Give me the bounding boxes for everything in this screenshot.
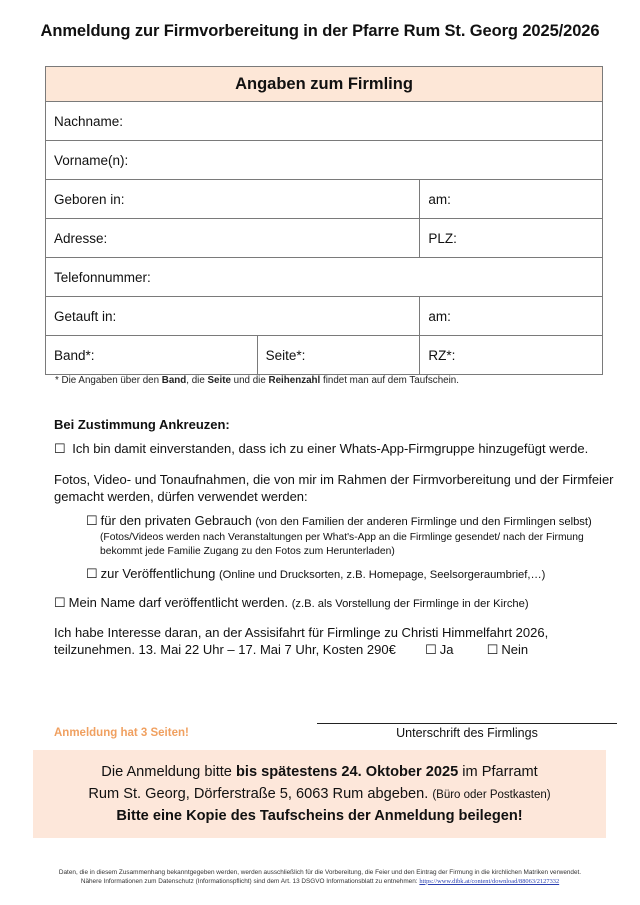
footnote-reihenzahl: Reihenzahl [268,375,321,386]
row-nachname [46,101,602,140]
row-taufschein [46,335,602,374]
assisi-no-label: Nein [501,642,529,657]
banner-line2 [33,784,606,807]
row-getauft [46,296,602,335]
assisi-yes-checkbox[interactable]: ☐ [425,642,437,657]
footnote-text: * Die Angaben über den [55,375,162,386]
consent-private-use [86,512,616,558]
media-intro: Fotos, Video- und Tonaufnahmen, die von mir im Rahmen der Firmvorbereitung und der Firmfeier gemacht werden, dürfen verwendet werden: [54,472,614,504]
footnote-band: Band [161,375,187,386]
banner-line3 [33,806,606,828]
field-seite[interactable]: Seite*: [257,336,420,374]
field-telefonnummer[interactable]: Telefonnummer: [54,269,151,285]
field-band[interactable]: Band*: [54,347,95,363]
field-nachname[interactable]: Nachname: [54,113,124,129]
publication-checkbox[interactable]: ☐ [86,566,98,581]
whatsapp-label: Ich bin damit einverstanden, dass ich zu einer Whats-App-Firmgruppe hinzugefügt werde. [72,441,589,456]
field-adresse[interactable]: Adresse: [54,230,108,246]
row-telefon [46,257,602,296]
consent-name-publish [54,594,529,613]
field-getauft-am[interactable]: am: [419,297,602,335]
consent-publication [86,565,545,584]
assisi-no-checkbox[interactable]: ☐ [486,642,499,657]
name-publish-checkbox[interactable]: ☐ [54,595,66,610]
banner-paren: (Büro oder Postkasten) [432,788,551,801]
field-geboren-am[interactable]: am: [419,180,602,218]
private-use-checkbox[interactable]: ☐ [86,513,98,528]
row-geboren [46,179,602,218]
name-publish-label: Mein Name darf veröffentlicht werden. [68,595,289,610]
firmling-form-table [45,66,603,375]
field-getauft-in[interactable]: Getauft in: [54,308,117,324]
footnote-text: , die [186,375,208,386]
privacy-notice [0,869,640,886]
footnote-text: und die [230,375,269,386]
banner-text: Die Anmeldung bitte [101,764,236,780]
banner-text: im Pfarramt [458,764,538,780]
banner-deadline: bis spätestens 24. Oktober 2025 [235,764,459,780]
form-header [46,67,602,101]
privacy-line1: Daten, die in diesem Zusammenhang bekanntgegeben werden, werden ausschließlich für die Vorbereitung, die Feier und den Eintrag der Firmung in die kirchlichen Matriken verwendet. [58,869,582,876]
footnote-text: findet man auf dem Taufschein. [320,375,459,386]
name-publish-paren: (z.B. als Vorstellung der Firmlinge in der Kirche) [291,598,529,610]
banner-line1 [33,762,606,784]
row-vorname [46,140,602,179]
row-adresse [46,218,602,257]
private-use-paren: (von den Familien der anderen Firmlinge und den Firmlingen selbst) [255,516,592,528]
page-title: Anmeldung zur Firmvorbereitung in der Pfarre Rum St. Georg 2025/2026 [40,22,600,40]
submission-banner [33,750,606,838]
field-geboren-in[interactable]: Geboren in: [54,191,125,207]
whatsapp-checkbox[interactable]: ☐ [54,441,66,456]
pages-note: Anmeldung hat 3 Seiten! [54,727,189,739]
assisi-line1: Ich habe Interesse daran, an der Assisifahrt für Firmlinge zu Christi Himmelfahrt 2026, [54,625,549,640]
assisi-yes-label: Ja [439,642,454,657]
banner-taufschein-note: Bitte eine Kopie des Taufscheins der Anmeldung beilegen! [116,808,523,824]
publication-paren: (Online und Drucksorten, z.B. Homepage, Seelsorgeraumbrief,…) [218,569,546,581]
footnote-seite: Seite [207,375,231,386]
field-rz[interactable]: RZ*: [419,336,602,374]
banner-address: Rum St. Georg, Dörferstraße 5, 6063 Rum abgeben. [88,785,429,802]
field-plz[interactable]: PLZ: [419,219,602,257]
privacy-link[interactable]: https://www.dibk.at/content/download/88063/2127332 [419,877,560,885]
privacy-line2: Nähere Informationen zum Datenschutz (Informationspflicht) sind dem Art. 13 DSGVO Informationsblatt zu entnehmen: [80,877,418,885]
signature-line[interactable] [317,723,617,724]
consent-whatsapp [54,440,588,457]
private-use-detail: (Fotos/Videos werden nach Veranstaltungen per What's-App an die Firmlinge gesendet/ nach der Firmung bekommt jede Familie Zugang zu den Fotos zum Herunterladen) [100,532,584,557]
consent-heading: Bei Zustimmung Ankreuzen: [54,417,230,432]
assisi-line2: teilzunehmen. 13. Mai 22 Uhr – 17. Mai 7 Uhr, Kosten 290€ [54,642,396,657]
publication-label: zur Veröffentlichung [100,566,216,581]
signature-label: Unterschrift des Firmlings [396,726,538,740]
form-header-label: Angaben zum Firmling [235,74,413,93]
field-vorname[interactable]: Vorname(n): [54,152,129,168]
taufschein-footnote [55,375,459,386]
assisi-trip [54,624,614,658]
private-use-label: für den privaten Gebrauch [100,513,252,528]
